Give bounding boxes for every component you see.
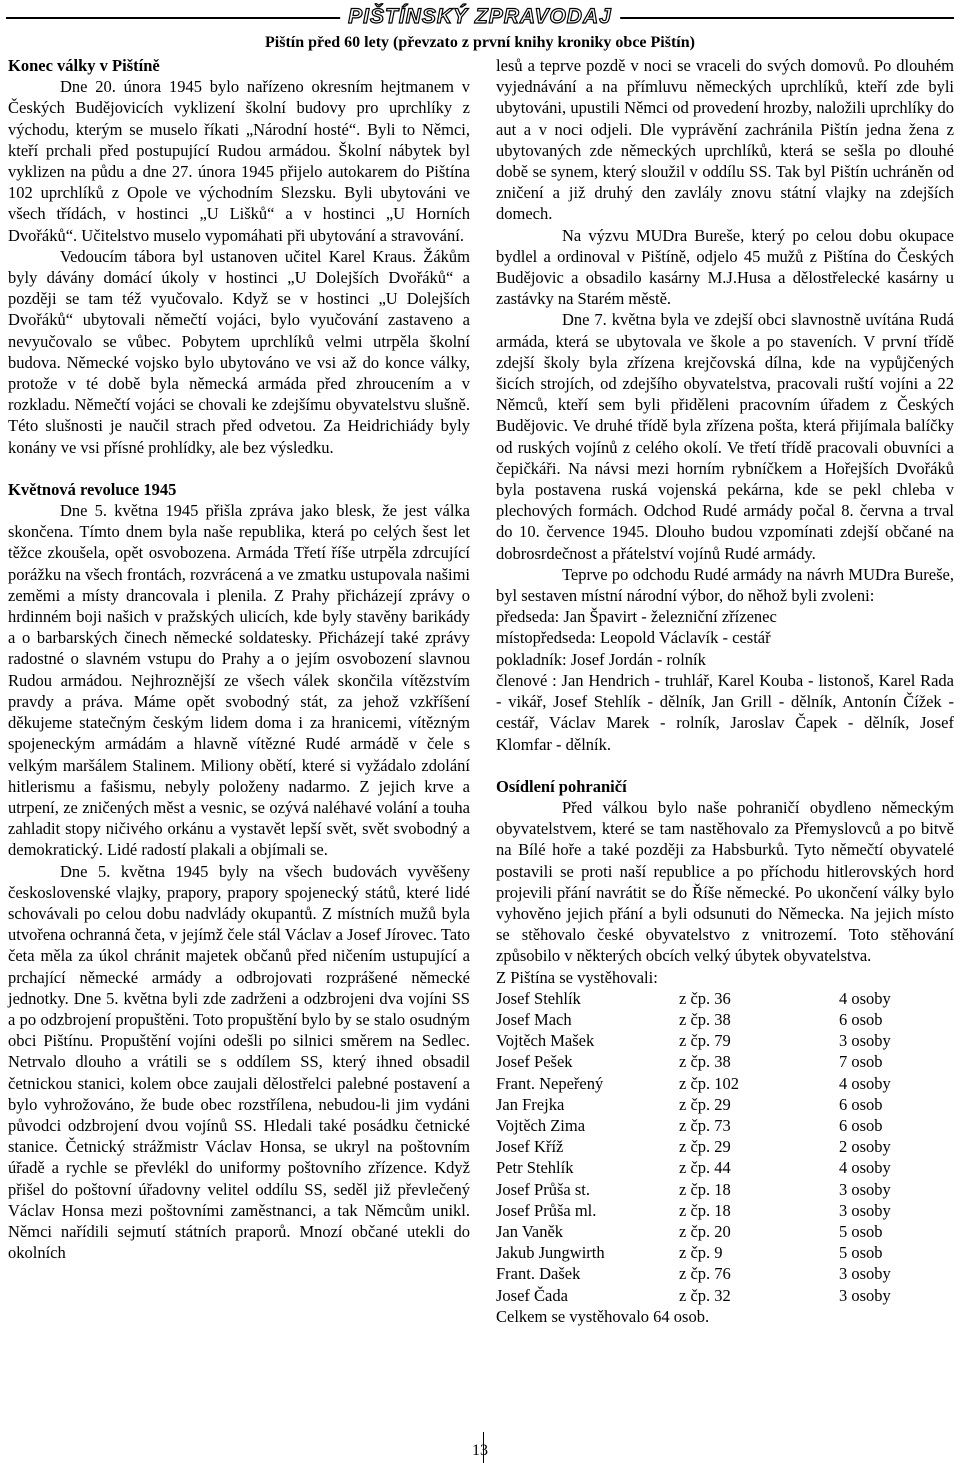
settler-name: Petr Stehlík (496, 1158, 574, 1178)
table-row (496, 1136, 891, 1157)
page-number: 13 (472, 1442, 488, 1459)
settler-name: Josef Mach (496, 1009, 572, 1029)
table-row (496, 1242, 891, 1263)
settler-name: Josef Kříž (496, 1137, 564, 1157)
table-row (496, 1115, 891, 1136)
settler-house: z čp. 9 (679, 1243, 723, 1263)
heading-end-of-war: Konec války v Pištíně (8, 56, 160, 75)
settler-house: z čp. 32 (679, 1285, 731, 1305)
paragraph: Teprve po odchodu Rudé armády na návrh MUDra Bureše, byl sestaven místní národní výbor, do něhož byli zvoleni: (496, 564, 954, 606)
paragraph: Dne 5. května 1945 byly na všech budovách vyvěšeny československé vlajky, prapory, prapory spojenecký států, které lidé schovávali po celou dobu nadvlády okupantů. Z místních mužů byla utvořena ochranná četa, v jejímž čele stál Václav a Josef Jírovec. Tato četa měla za úkol chránit majetek občanů před ničením ustupující a prchající německé armády a odbrojovati rozprášené německé jednotky. Dne 5. května byli zde zadrženi a odzbrojeni dva vojíni SS a po odzbrojení propuštěni. Toto propuštění bylo by se stalo osudným obci Pištínu. Propuštění vojíni odešli po silnici směrem na Sedlec. Netrvalo dlouho a vrátili se s oddílem SS, který ihned obsadil četnickou stanici, kolem obce zaujali dělostřelci palebné postavení a bylo vyhrožováno, že bude obec rozstřílena, nebudou-li jim vydáni původci odzbrojení dvou vojínů SS. Hledali také posádku četnické stanice. Četnický strážmistr Václav Honsa, se ukryl na poštovním úřadě a rychle se převlékl do uniformy poštovního zřízence. Když přišel do poštovní úřadovny velitel oddílu SS, seděl již převlečený Václav Honsa mezi poštovními zaměstnanci, a tak Němcům unikl. Němci nařídili sejmutí státních praporů. Mnozí občané utekli do okolních (8, 861, 470, 1263)
section-subtitle: Pištín před 60 lety (převzato z první knihy kroniky obce Pištín) (265, 34, 695, 51)
paragraph: Před válkou bylo naše pohraničí obydleno německým obyvatelstvem, které se tam nastěhovalo za Přemyslovců a po bitvě na Bílé hoře a také později za Habsburků. Tyto němečtí obyvatelé postavili se proti naší republice a po příchodu hitlerovských hord projevili přání navrátit se do Říše německé. Po ukončení války bylo vyhověno jejich přání a byli odsunuti do Německa. Na jejich místo se stěhovalo české obyvatelstvo z vnitrozemí. Toto stěhování způsobilo v některých obcích velký úbytek obyvatelstva. (496, 797, 954, 966)
heading-border-settlement: Osídlení pohraničí (496, 776, 627, 796)
table-row (496, 1094, 891, 1115)
settler-house: z čp. 38 (679, 1052, 731, 1072)
table-row (496, 1263, 891, 1284)
paragraph: Dne 7. května byla ve zdejší obci slavnostně uvítána Rudá armáda, která se ubytovala ve škole a po staveních. V první třídě zdejší školy byla zřízena krejčovská dílna, kde na vypůjčených šicích strojích, od zdejšího obyvatelstva, pracovali ruští vojíni a 22 Němců, kteří sem byli přiděleni pracovním úřadem z Českých Budějovic. Ve druhé třídě byla zřízena pošta, která přijímala balíčky od ruských vojínů z celého okolí. Ve třetí třídě pracovali obuvníci a čepičkáři. Na návsi mezi horním rybníčkem a Hořejších Dvořáků byla postavena ruská vojenská pekárna, kde se pekl chleba v plechových formách. Odchod Rudé armády počal 8. června a trval do 10. července 1945. Dlouho budou vzpomínati zdejší občané na dobrosrdečnost a přátelství vojínů Rudé armády. (496, 310, 954, 563)
settler-count: 3 osoby (839, 1264, 891, 1284)
settler-house: z čp. 20 (679, 1221, 731, 1241)
settler-count: 3 osoby (839, 1031, 891, 1051)
committee-vice-chair: místopředseda: Leopold Václavík - cestář (496, 628, 771, 648)
settlers-intro: Z Pištína se vystěhovali: (496, 967, 658, 987)
settler-count: 3 osoby (839, 1200, 891, 1220)
paragraph: Vedoucím tábora byl ustanoven učitel Karel Kraus. Žákům byly dávány domácí úkoly v hostinci „U Dolejších Dvořáků“ a později se tam též vyučovalo. Když se v hostinci „U Dolejších Dvořáků“ ubytovali němečtí vojáci, bylo vyučování zastaveno a nevyučovalo se vůbec. Pobytem uprchlíků velmi utrpěla školní budova. Německé vojsko bylo ubytováno ve vsi až do konce války, protože v té době byla německá armáda před zhroucením a v rozkladu. Němečtí vojáci se chovali ke zdejšímu obyvatelstvu slušně. Této slušnosti je naučil strach před odvetou. Za Heidrichiády byly konány ve vsi přísné prohlídky, ale bez výsledku. (8, 246, 470, 457)
committee-members: členové : Jan Hendrich - truhlář, Karel Kouba - listonoš, Karel Rada - vikář, Josef Stehlík - dělník, Jan Grill - dělník, Antonín Čížek - cestář, Václav Marek - rolník, Jaroslav Čapek - dělník, Josef Klomfar - dělník. (496, 670, 954, 754)
heading-may-revolution: Květnová revoluce 1945 (8, 479, 177, 499)
table-row (496, 1221, 891, 1242)
right-column (496, 55, 954, 1327)
settler-name: Frant. Dašek (496, 1264, 581, 1284)
settler-name: Jan Frejka (496, 1094, 565, 1114)
left-column (8, 55, 470, 1263)
settler-name: Josef Pešek (496, 1052, 573, 1072)
settler-house: z čp. 44 (679, 1158, 731, 1178)
settlers-total: Celkem se vystěhovalo 64 osob. (496, 1306, 710, 1326)
table-row (496, 1009, 891, 1030)
committee-chair: předseda: Jan Špavirt - železniční zřízenec (496, 607, 777, 627)
paragraph: Dne 5. května 1945 přišla zpráva jako blesk, že jest válka skončena. Tímto dnem byla naše republika, která po celých šest let těžce zkoušela, opět osvobozena. Armáda Třetí říše utrpěla zdrcující porážku na všech frontách, rozvrácená a ve zmatku ustupovala našimi zeměmi a místy drancovala i plenila. Z Prahy přicházejí zprávy o hrdinném boji našich v pražských ulicích, kde byly stavěny barikády a o barbarských činech německé soldatesky. Přicházejí také zprávy radostné o slavném vstupu do Prahy a o jejím osvobození slavnou Rudou armádou. Nejhroznější ze všech válek skončila vítězstvím pravdy a práva. Máme opět svobodný stát, za jehož vzkříšení děkujeme statečným českým lidem doma i za hranicemi, vítězným spojeneckým armádám a hlavně vítězné Rudé armádě v čele s velkým maršálem Stalinem. Miliony obětí, které si vyžádalo zdolání hitlerismu a fašismu, nebyly položeny nadarmo. Z jejich krve a utrpení, ze zničených měst a vesnic, se ozývá naléhavé volání a touha zahladit stopy ničivého orkánu a vystavět lepší svět, svět svobodný a demokratický. Lidé radostí plakali a objímali se. (8, 501, 470, 860)
settler-count: 3 osoby (839, 1179, 891, 1199)
settlers-table (496, 988, 891, 1306)
settler-count: 5 osob (839, 1243, 883, 1263)
settler-name: Vojtěch Mašek (496, 1031, 595, 1051)
settler-house: z čp. 29 (679, 1137, 731, 1157)
settler-count: 3 osoby (839, 1285, 891, 1305)
newsletter-title: PIŠTÍNSKÝ ZPRAVODAJ (340, 4, 620, 30)
table-row (496, 1285, 891, 1306)
settler-count: 4 osoby (839, 1158, 891, 1178)
settler-house: z čp. 76 (679, 1264, 731, 1284)
table-row (496, 988, 891, 1009)
settler-house: z čp. 18 (679, 1179, 731, 1199)
settler-house: z čp. 79 (679, 1031, 731, 1051)
table-row (496, 1157, 891, 1178)
settler-name: Josef Průša st. (496, 1179, 590, 1199)
committee-treasurer: pokladník: Josef Jordán - rolník (496, 649, 706, 669)
settler-count: 6 osob (839, 1094, 883, 1114)
settler-name: Jakub Jungwirth (496, 1243, 605, 1263)
settler-name: Josef Čada (496, 1285, 568, 1305)
paragraph: lesů a teprve pozdě v noci se vraceli do svých domovů. Po dlouhém vyjednávání a na přímluvu německých uprchlíků, kteří zde byli ubytováni, upustili Němci od provedení hrozby, naložili uprchlíky do aut a v noci odjeli. Dle vyprávění zachránila Pištín jedna žena z ubytovaných zde německých uprchlíků, která se sešla po dlouhé době se synem, který sloužil v oddílu SS. Tak byl Pištín uchráněn od zničení a již druhý den zavlály znovu státní vlajky na zdejších domech. (496, 56, 954, 224)
settler-name: Vojtěch Zima (496, 1115, 586, 1135)
paragraph: Dne 20. února 1945 bylo nařízeno okresním hejtmanem v Českých Budějovicích vyklizení školní budovy pro uprchlíky z východu, kterým se muselo říkati „Národní hosté“. Byli to Němci, kteří prchali před postupující Rudou armádou. Školní nábytek byl vyklizen na půdu a dne 27. února 1945 přijelo autokarem do Pištína 102 uprchlíků z Opole ve východním Slezsku. Byli ubytováni ve všech třídách, v hostinci „U Lišků“ a v hostinci „U Horních Dvořáků“. Učitelstvo muselo vypomáhati při ubytování a stravování. (8, 77, 470, 245)
table-row (496, 1073, 891, 1094)
settler-count: 7 osob (839, 1052, 883, 1072)
settler-count: 4 osoby (839, 988, 891, 1008)
table-row (496, 1179, 891, 1200)
settler-count: 5 osob (839, 1221, 883, 1241)
settler-house: z čp. 36 (679, 988, 731, 1008)
settler-count: 6 osob (839, 1115, 883, 1135)
settler-house: z čp. 38 (679, 1009, 731, 1029)
settler-name: Josef Průša ml. (496, 1200, 597, 1220)
settler-count: 6 osob (839, 1009, 883, 1029)
settler-name: Frant. Nepeřený (496, 1073, 604, 1093)
settler-house: z čp. 73 (679, 1115, 731, 1135)
paragraph: Na výzvu MUDra Bureše, který po celou dobu okupace bydlel a ordinoval v Pištíně, odjelo 45 mužů z Pištína do Českých Budějovic a obsadilo kasárny M.J.Husa a dělostřelecké kasárny u zastávky na Starém městě. (496, 225, 954, 309)
settler-house: z čp. 18 (679, 1200, 731, 1220)
settler-name: Josef Stehlík (496, 988, 581, 1008)
settler-house: z čp. 29 (679, 1094, 731, 1114)
table-row (496, 1030, 891, 1051)
table-row (496, 1051, 891, 1072)
settler-count: 2 osoby (839, 1137, 891, 1157)
settler-name: Jan Vaněk (496, 1221, 564, 1241)
settler-count: 4 osoby (839, 1073, 891, 1093)
settler-house: z čp. 102 (679, 1073, 740, 1093)
masthead (0, 4, 960, 30)
table-row (496, 1200, 891, 1221)
